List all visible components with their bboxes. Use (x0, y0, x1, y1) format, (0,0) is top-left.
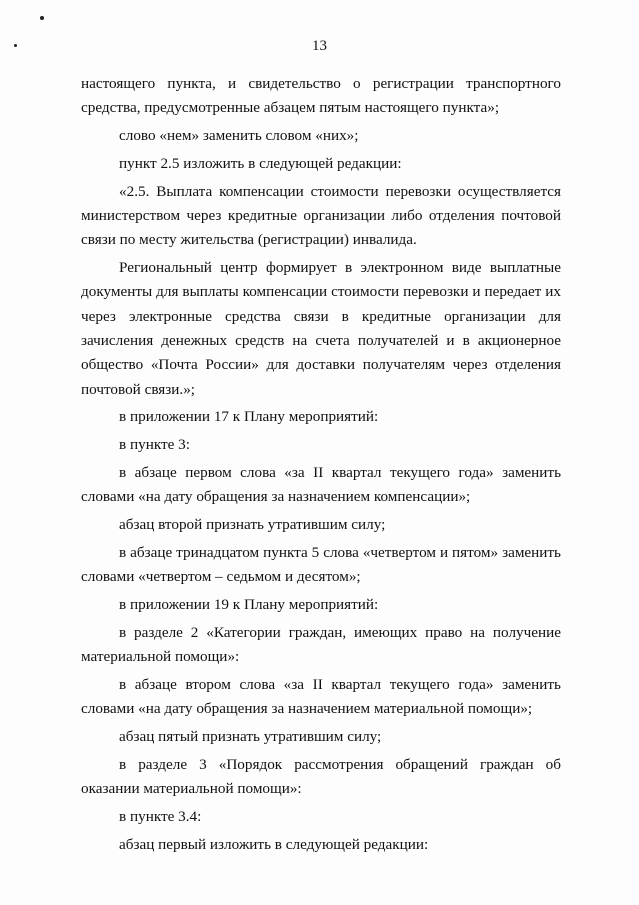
paragraph: в пункте 3: (119, 436, 190, 454)
paragraph: абзац второй признать утратившим силу; (119, 516, 386, 534)
paragraph: в разделе 2 «Категории граждан, имеющих право на получение материальной помощи»: (81, 623, 561, 666)
paragraph: в абзаце первом слова «за II квартал текущего года» заменить словами «на дату обращения за назначением компенсации»; (81, 463, 561, 506)
paragraph: в абзаце тринадцатом пункта 5 слова «четвертом и пятом» заменить словами «четвертом – седьмом и десятом»; (81, 543, 561, 586)
paragraph: настоящего пункта, и свидетельство о регистрации транспортного средства, предусмотренные абзацем пятым настоящего пункта»; (81, 75, 561, 117)
paragraph: в приложении 19 к Плану мероприятий: (119, 595, 379, 613)
paragraph: абзац первый изложить в следующей редакции: (119, 835, 429, 853)
paragraph: в приложении 17 к Плану мероприятий: (119, 408, 379, 426)
scan-speck (40, 16, 44, 20)
paragraph: в разделе 3 «Порядок рассмотрения обращений граждан об оказании материальной помощи»: (81, 755, 561, 798)
paragraph: в абзаце втором слова «за II квартал текущего года» заменить словами «на дату обращения за назначением материальной помощи»; (81, 675, 561, 718)
paragraph: слово «нем» заменить словом «них»; (119, 127, 359, 145)
paragraph: пункт 2.5 изложить в следующей редакции: (119, 154, 402, 172)
document-body (81, 72, 561, 860)
paragraph: в пункте 3.4: (119, 807, 202, 825)
paragraph: абзац пятый признать утратившим силу; (119, 727, 382, 745)
page-number: 13 (312, 38, 327, 54)
paragraph: Региональный центр формирует в электронном виде выплатные документы для выплаты компенсации стоимости перевозки и передает их через электронные средства связи в кредитные организации для зачисления денежных средств на счета получателей и в акционерное общество «Почта России» для доставки получателям через отделения почтовой связи.»; (81, 259, 561, 398)
paragraph: «2.5. Выплата компенсации стоимости перевозки осуществляется министерством через кредитные организации либо отделения почтовой связи по месту жительства (регистрации) инвалида. (81, 182, 561, 249)
